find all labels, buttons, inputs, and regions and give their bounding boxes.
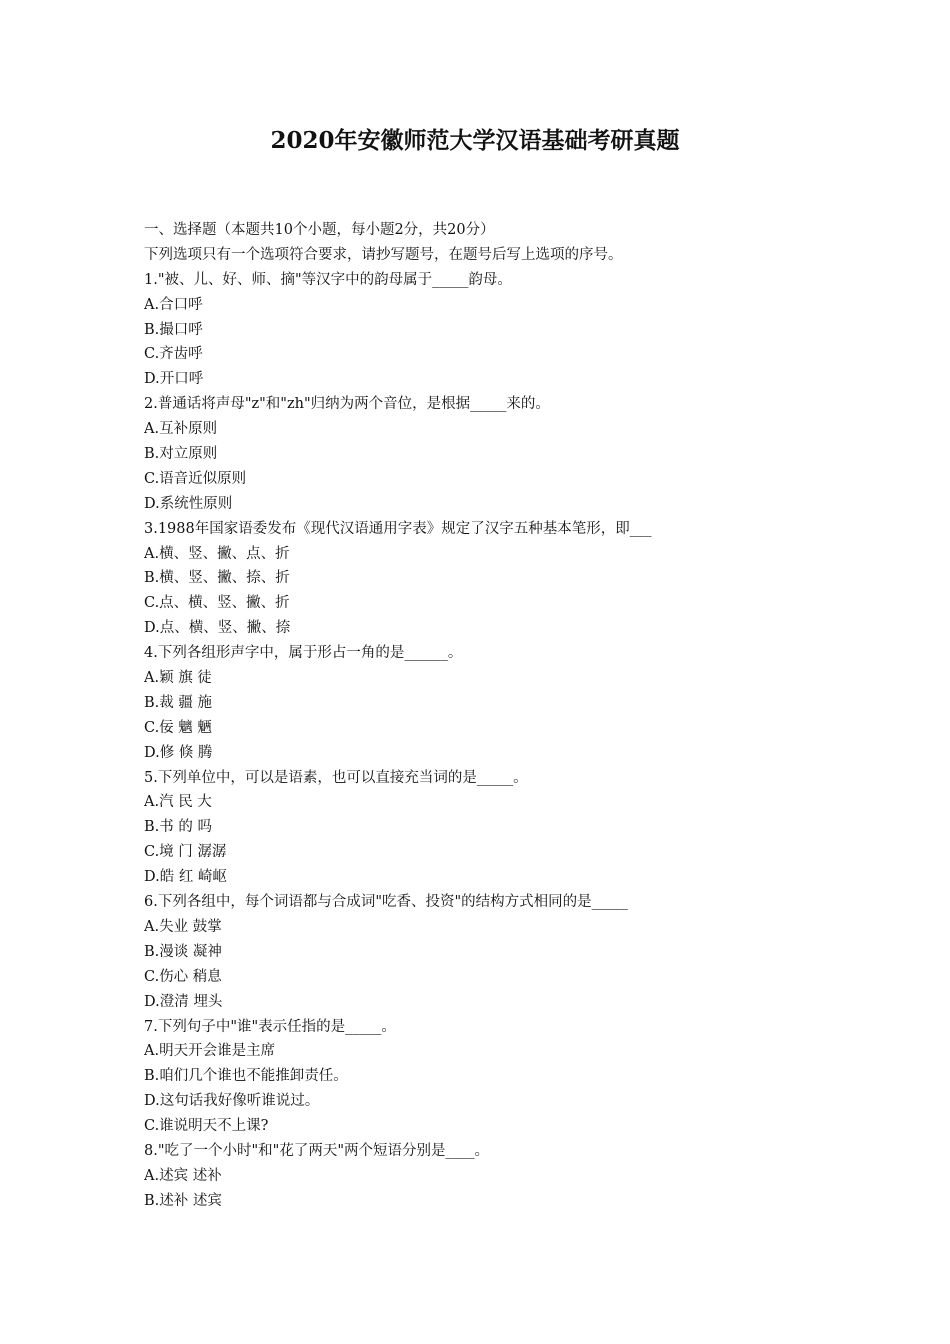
question-stem: 3.1988年国家语委发布《现代汉语通用字表》规定了汉字五种基本笔形，即___ [144,520,652,537]
section-instruction: 下列选项只有一个选项符合要求，请抄写题号，在题号后写上选项的序号。 [144,246,623,263]
option-c: C.语音近似原则 [144,470,247,487]
option-d: D.这句话我好像听谁说过。 [144,1093,320,1110]
option-c: C.佞 魑 魉 [144,719,212,736]
option-b: B.横、竖、撇、捺、折 [144,570,290,587]
section-heading: 一、选择题（本题共10个小题，每小题2分，共20分） [144,222,495,238]
option-d: D.皓 红 崎岖 [144,869,227,886]
option-a: A.述宾 述补 [144,1167,222,1184]
question-4 [144,641,864,765]
option-b: B.对立原则 [144,446,218,463]
exam-body [144,218,864,1214]
question-7 [144,1015,864,1139]
option-d: D.系统性原则 [144,495,233,512]
option-b: B.述补 述宾 [144,1192,222,1209]
option-a: A.横、竖、撇、点、折 [144,545,290,562]
option-b: B.书 的 吗 [144,819,212,836]
option-a: A.失业 鼓掌 [144,918,222,935]
page-title: 2020年安徽师范大学汉语基础考研真题 [270,127,680,154]
question-stem: 5.下列单位中，可以是语素，也可以直接充当词的是_____。 [144,769,528,786]
option-b: B.漫谈 凝神 [144,943,222,960]
question-8 [144,1139,864,1214]
option-a: A.合口呼 [144,296,203,313]
option-a: A.颖 旗 徒 [144,670,212,687]
option-c: C.伤心 稍息 [144,968,222,985]
question-stem: 6.下列各组中，每个词语都与合成词"吃香、投资"的结构方式相同的是_____ [144,894,628,911]
question-5 [144,766,864,890]
question-6 [144,890,864,1014]
question-3 [144,517,864,641]
option-a: A.汽 民 大 [144,794,212,811]
option-b: B.咱们几个谁也不能推卸责任。 [144,1068,348,1085]
option-a: A.互补原则 [144,421,218,438]
question-1 [144,268,864,392]
option-d: D.开口呼 [144,371,204,388]
question-stem: 4.下列各组形声字中，属于形占一角的是______。 [144,645,463,662]
option-c: C.齐齿呼 [144,346,203,363]
option-c: C.点、横、竖、撇、折 [144,595,290,612]
option-d: D.澄清 埋头 [144,993,223,1010]
option-b: B.裁 疆 施 [144,694,212,711]
option-c: C.谁说明天不上课? [144,1118,269,1135]
question-stem: 1."被、儿、好、师、摘"等汉字中的韵母属于_____韵母。 [144,271,512,288]
question-stem: 7.下列句子中"谁"表示任指的是_____。 [144,1018,396,1035]
option-d: D.修 倏 腾 [144,744,213,761]
question-stem: 2.普通话将声母"z"和"zh"归纳为两个音位，是根据_____来的。 [144,396,550,413]
question-2 [144,392,864,516]
option-b: B.撮口呼 [144,321,203,338]
option-d: D.点、横、竖、撇、捺 [144,620,291,637]
option-c: C.境 门 潺潺 [144,844,227,861]
option-a: A.明天开会谁是主席 [144,1043,276,1060]
question-stem: 8."吃了一个小时"和"花了两天"两个短语分别是____。 [144,1142,490,1159]
